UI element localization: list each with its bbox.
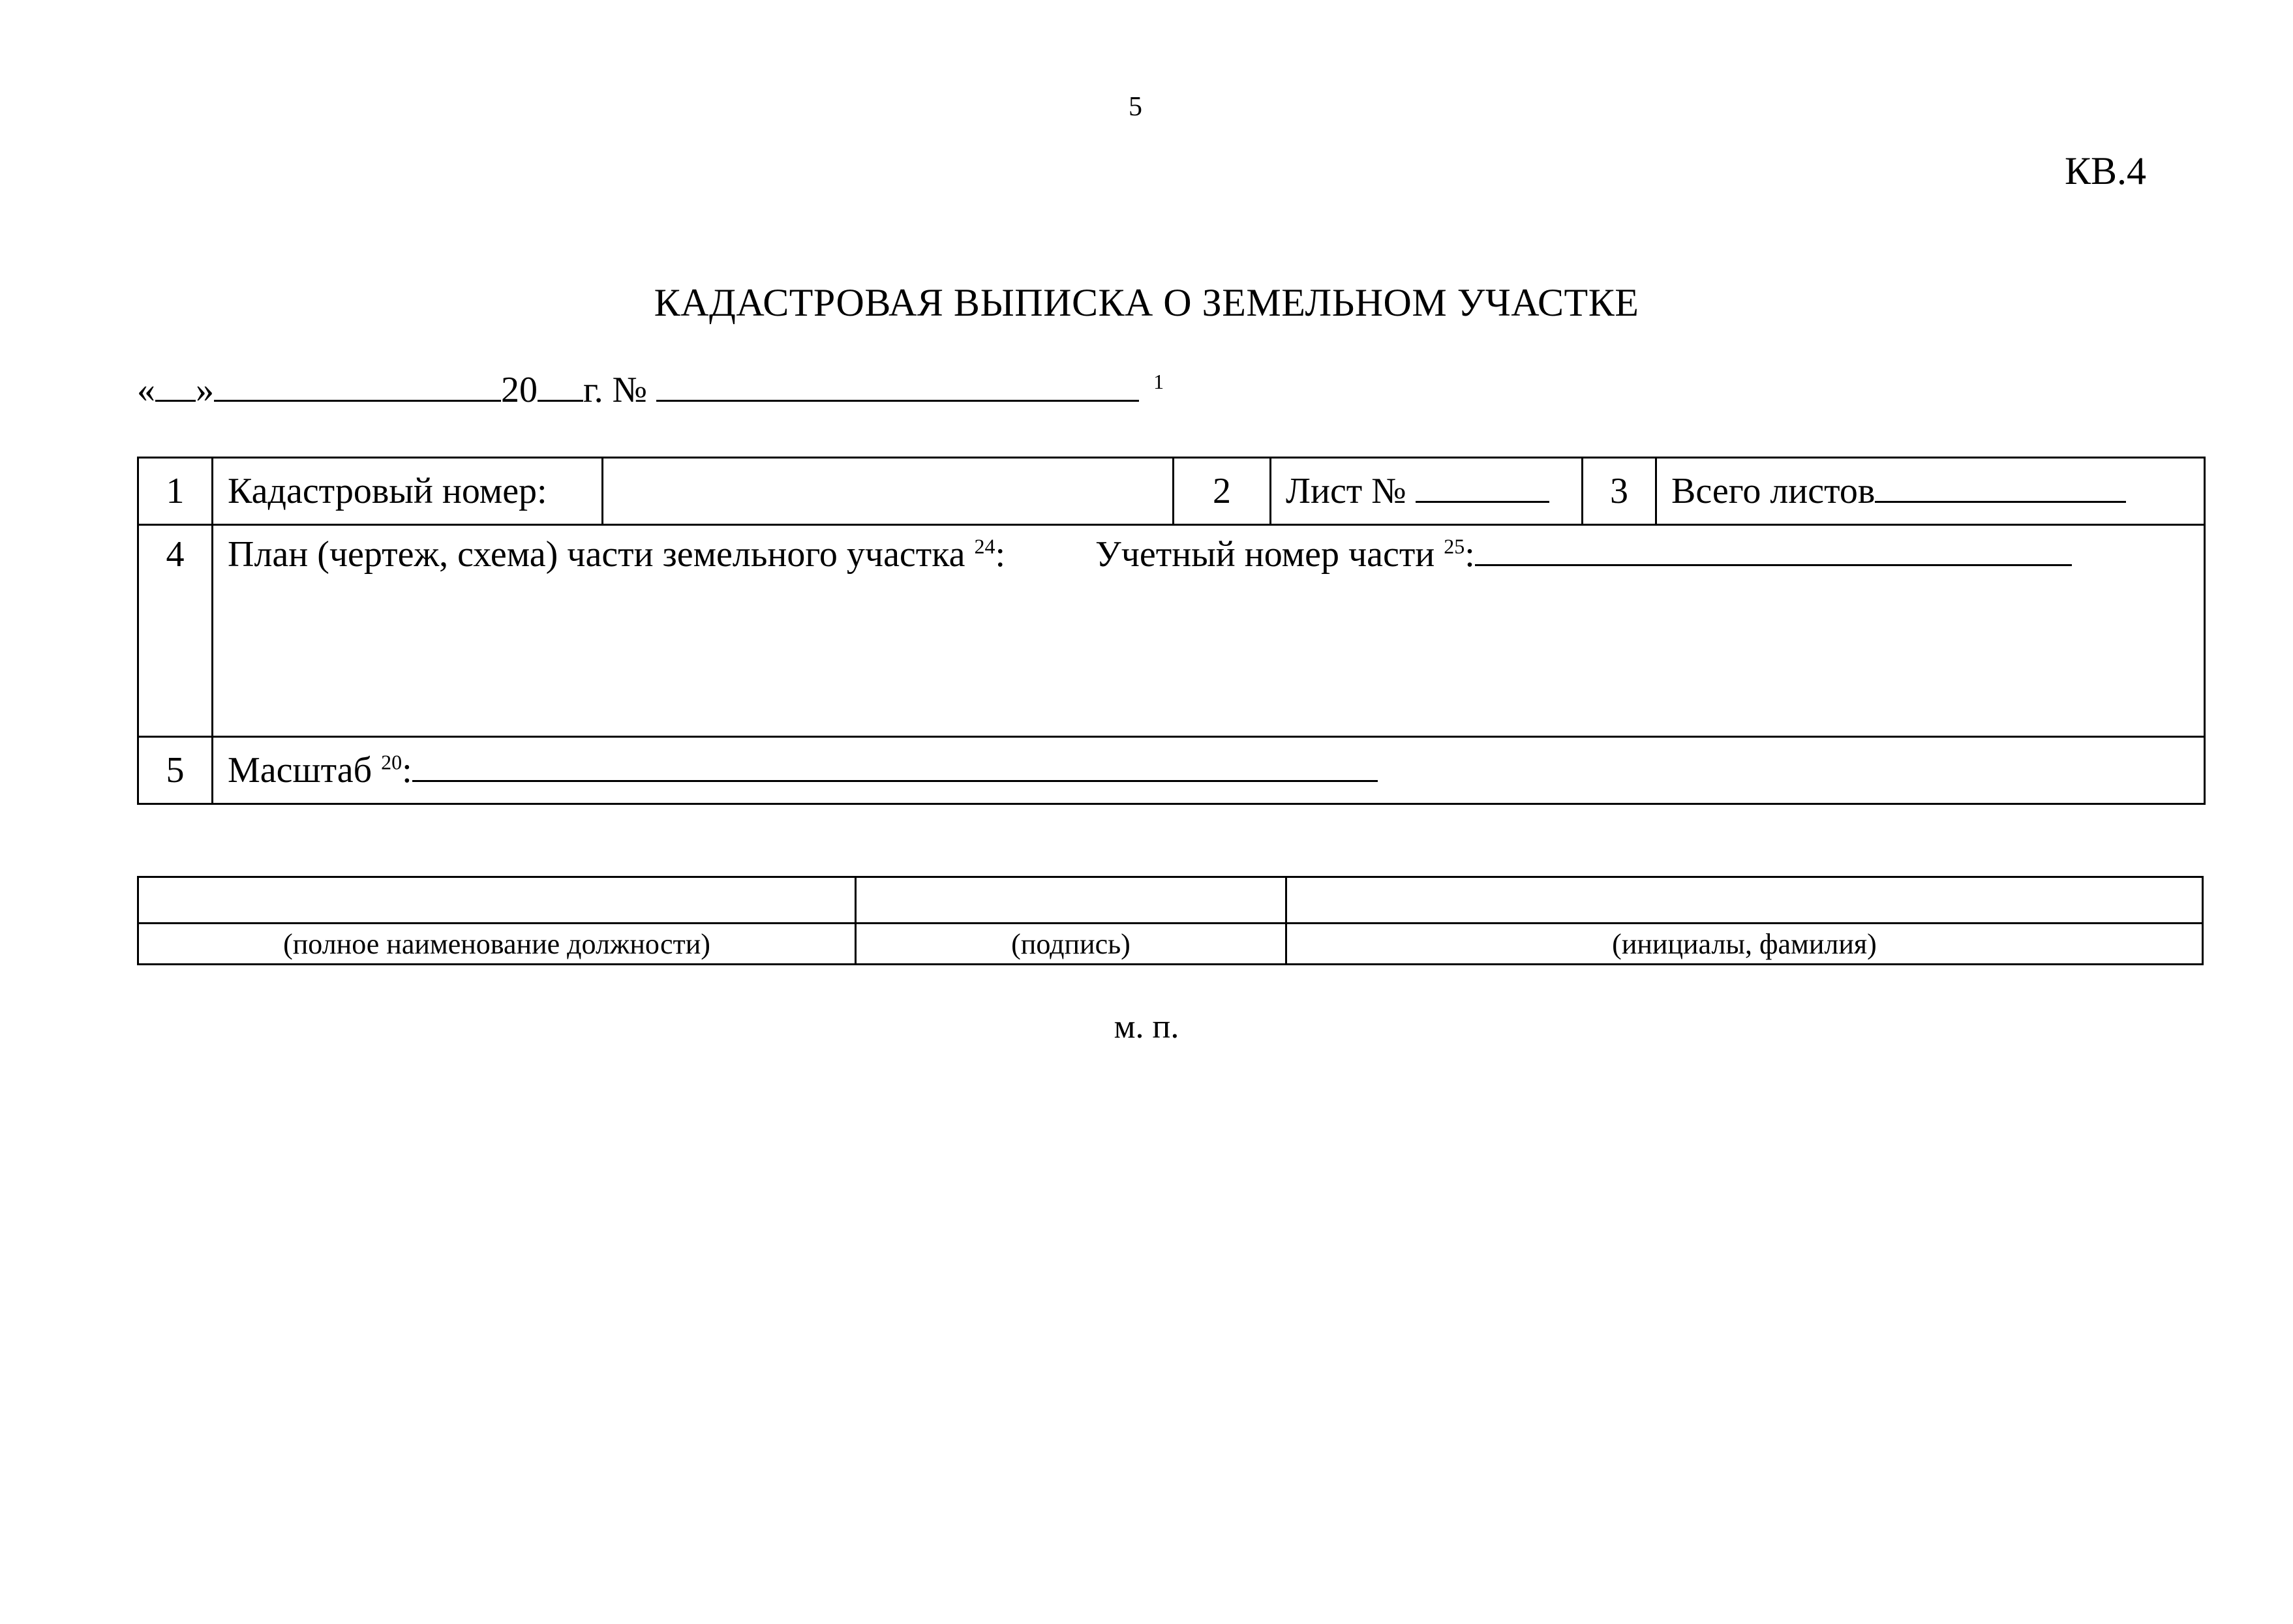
signature-input-row: [138, 877, 2203, 924]
cadastral-number-field[interactable]: [603, 458, 1174, 525]
date-footnote: 1: [1153, 370, 1164, 394]
row-number-2: 2: [1174, 458, 1271, 525]
cadastral-number-label: Кадастровый номер:: [213, 458, 603, 525]
part-number-colon: :: [1465, 534, 1475, 575]
stamp-place: м. п.: [1114, 1008, 1179, 1045]
row-number-5: 5: [138, 737, 213, 804]
extract-table: [137, 457, 2206, 805]
row-number-3: 3: [1583, 458, 1656, 525]
month-field[interactable]: [214, 368, 501, 402]
part-number-label: Учетный номер части: [1095, 534, 1435, 575]
table-row-header: [138, 458, 2205, 525]
total-sheets-label: Всего листов: [1671, 471, 1875, 511]
plan-footnote: 24: [974, 534, 995, 558]
table-row-plan: [138, 525, 2205, 737]
sheet-number-field[interactable]: [1416, 475, 1549, 503]
position-caption: (полное наименование должности): [138, 924, 856, 965]
sheet-number-cell: [1271, 458, 1583, 525]
number-label: г. №: [583, 370, 648, 410]
scale-cell: [213, 737, 2205, 804]
table-row-scale: [138, 737, 2205, 804]
date-number-line: [137, 368, 1164, 411]
year-prefix: 20: [501, 370, 538, 410]
form-code: КВ.4: [2065, 149, 2147, 192]
name-field[interactable]: [1286, 877, 2203, 924]
position-field[interactable]: [138, 877, 856, 924]
signature-caption-row: [138, 924, 2203, 965]
plan-colon: :: [995, 534, 1006, 575]
page-number: 5: [1129, 92, 1142, 122]
quote-open: «: [137, 370, 155, 410]
sheet-number-label: Лист №: [1286, 471, 1406, 511]
part-number-footnote: 25: [1444, 534, 1465, 558]
plan-cell: [213, 525, 2205, 737]
scale-label: Масштаб: [228, 750, 372, 790]
part-number-field[interactable]: [1475, 538, 2072, 566]
document-number-field[interactable]: [656, 368, 1139, 402]
signature-table: [137, 876, 2204, 965]
scale-colon: :: [402, 750, 412, 790]
total-sheets-cell: [1656, 458, 2205, 525]
document-title: КАДАСТРОВАЯ ВЫПИСКА О ЗЕМЕЛЬНОМ УЧАСТКЕ: [654, 281, 1639, 324]
row-number-1: 1: [138, 458, 213, 525]
row-number-4: 4: [138, 525, 213, 737]
signature-field[interactable]: [856, 877, 1286, 924]
plan-label: План (чертеж, схема) части земельного участка: [228, 534, 965, 575]
day-field[interactable]: [155, 368, 196, 402]
signature-caption: (подпись): [856, 924, 1286, 965]
scale-field[interactable]: [412, 754, 1378, 782]
scale-footnote: 20: [381, 750, 402, 774]
quote-close: »: [196, 370, 214, 410]
total-sheets-field[interactable]: [1875, 475, 2126, 503]
name-caption: (инициалы, фамилия): [1286, 924, 2203, 965]
year-field[interactable]: [538, 368, 583, 402]
